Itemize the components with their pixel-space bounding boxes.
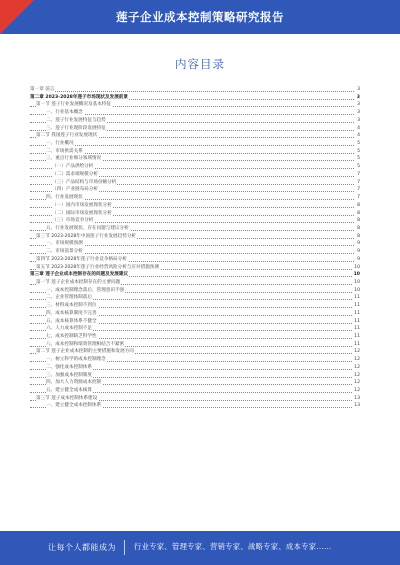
toc-leader-dots: [30, 91, 354, 92]
toc-entry-text: 一、树立科学的成本控制理念: [46, 357, 106, 363]
toc-entry-text: （二）国际市场发展现状分析: [52, 210, 112, 216]
toc-page-number: 10: [354, 264, 360, 270]
toc-entry-text: 一、行业概况: [46, 141, 74, 147]
toc-entry[interactable]: [30, 341, 360, 349]
toc-entry-text: 八、成本控制和绩效管理相结合不紧密: [46, 341, 125, 347]
toc-entry[interactable]: [30, 402, 360, 410]
toc-entry-text: 五、行业发展现状、存在问题与建议分析: [46, 225, 129, 231]
toc-page-number: 7: [357, 171, 360, 177]
toc-entry[interactable]: [30, 348, 360, 356]
toc-entry[interactable]: [30, 210, 360, 218]
toc-entry-text: 三、重点行业细分领域情况: [46, 156, 102, 162]
toc-entry-text: 四、成本核算制度不完善: [46, 310, 97, 316]
toc-page-number: 5: [357, 148, 360, 154]
toc-page-number: 3: [357, 102, 360, 108]
toc-page-number: 10: [354, 287, 360, 293]
toc-page-number: 10: [353, 272, 360, 278]
toc-page-number: 4: [357, 125, 360, 131]
toc-entry[interactable]: [30, 125, 360, 133]
toc-entry-text: 第二节 我国莲子行业发展现状: [36, 133, 98, 139]
toc-page-number: 9: [357, 249, 360, 255]
toc-entry-text: 四、加大人力资源成本控制: [46, 380, 102, 386]
toc-entry[interactable]: [30, 171, 360, 179]
toc-entry-text: 第四节 2023-2028年莲子行业竞争格局分析: [36, 256, 127, 262]
toc-entry[interactable]: [30, 179, 360, 187]
toc-entry[interactable]: [30, 264, 360, 272]
toc-page-number: 11: [354, 295, 360, 301]
toc-page-number: 13: [354, 403, 360, 409]
toc-entry-text: 第一章 前言: [30, 87, 55, 92]
toc-page-number: 8: [357, 202, 360, 208]
toc-page-number: 7: [357, 187, 360, 193]
toc-entry[interactable]: [30, 287, 360, 295]
toc-entry[interactable]: [30, 325, 360, 333]
toc-page-number: 12: [354, 357, 360, 363]
toc-page-number: 3: [357, 87, 360, 92]
toc-entry[interactable]: [30, 155, 360, 163]
toc-entry[interactable]: [30, 194, 360, 202]
toc-page-number: 5: [357, 141, 360, 147]
page-footer: [0, 531, 400, 565]
toc-entry-text: 第三节 2023-2028年中国莲子行业发展趋势分析: [36, 233, 137, 239]
toc-entry-text: 一、成本控制理念落后，管理意识不强: [46, 287, 125, 293]
report-title: 莲子企业成本控制策略研究报告: [116, 10, 284, 24]
toc-entry-text: 二、企业管理体制落后: [46, 295, 92, 301]
footer-divider: [124, 540, 125, 555]
toc-entry[interactable]: [30, 310, 360, 318]
toc-entry-text: （三）市场竞争分析: [52, 218, 94, 224]
toc-page-number: 12: [354, 349, 360, 355]
toc-page-number: 11: [354, 318, 360, 324]
toc-entry[interactable]: [30, 240, 360, 248]
toc-page-number: 7: [357, 179, 360, 185]
table-of-contents: [30, 86, 360, 410]
toc-entry[interactable]: [30, 94, 360, 102]
toc-page-number: 5: [357, 156, 360, 162]
toc-entry[interactable]: [30, 271, 360, 279]
toc-entry-text: 第一节 莲子行业发展概况及基本特征: [36, 102, 111, 108]
toc-page-number: 11: [354, 310, 360, 316]
toc-entry[interactable]: [30, 140, 360, 148]
toc-entry[interactable]: [30, 364, 360, 372]
toc-entry-text: 第二节 莲子企业成本控制的主要措施和发展方向: [36, 349, 134, 355]
toc-page-number: 3: [357, 117, 360, 123]
toc-page-number: 11: [354, 303, 360, 309]
toc-page-number: 8: [357, 218, 360, 224]
toc-entry-text: 一、行业基本概念: [46, 110, 83, 116]
toc-page-number: 4: [357, 133, 360, 139]
toc-entry[interactable]: [30, 256, 360, 264]
toc-page-number: 11: [354, 341, 360, 347]
footer-tagline: 行业专家、管理专家、营销专家、战略专家、成本专家……: [134, 542, 332, 551]
toc-page-number: 8: [357, 233, 360, 239]
toc-entry-text: 第三节 莲子成本控制体系建设: [36, 395, 98, 401]
toc-entry[interactable]: [30, 395, 360, 403]
toc-entry[interactable]: [30, 233, 360, 241]
toc-page-number: 5: [357, 164, 360, 170]
toc-entry-text: 第二章 2023-2028年莲子市场现状及发展前景: [30, 94, 128, 100]
toc-entry-text: 三、莲子行业现阶段发展特征: [46, 125, 106, 131]
toc-entry-text: 二、市场前景分析: [46, 249, 83, 255]
toc-page-number: 12: [354, 372, 360, 378]
page-header: [0, 0, 400, 34]
toc-page-number: 11: [354, 326, 360, 332]
toc-entry-text: （一）国内市场发展现状分析: [52, 202, 112, 208]
toc-entry[interactable]: [30, 148, 360, 156]
toc-entry[interactable]: [30, 333, 360, 341]
toc-page-number: 10: [354, 279, 360, 285]
toc-entry[interactable]: [30, 101, 360, 109]
toc-entry-text: 二、莲子行业发展特征与趋势: [46, 117, 106, 123]
toc-entry-text: 一、市场规模预测: [46, 241, 83, 247]
toc-entry[interactable]: [30, 117, 360, 125]
toc-entry[interactable]: [30, 186, 360, 194]
toc-entry[interactable]: [30, 356, 360, 364]
toc-entry[interactable]: [30, 279, 360, 287]
toc-page-number: 12: [354, 388, 360, 394]
toc-entry[interactable]: [30, 302, 360, 310]
toc-page-number: 3: [357, 110, 360, 116]
toc-entry[interactable]: [30, 86, 360, 94]
toc-entry[interactable]: [30, 109, 360, 117]
toc-entry[interactable]: [30, 225, 360, 233]
toc-page-number: 8: [357, 210, 360, 216]
toc-heading: 内容目录: [175, 57, 225, 71]
toc-entry-text: 第一节 莲子企业成本控制存在的主要问题: [36, 279, 121, 285]
toc-page-number: 13: [354, 395, 360, 401]
toc-page-number: 11: [354, 334, 360, 339]
toc-entry-text: 五、建立健全成本核算: [46, 388, 92, 394]
toc-entry[interactable]: [30, 163, 360, 171]
toc-entry-text: 三、材料成本控制不到位: [46, 303, 97, 309]
toc-entry-text: （三）产品结构与市场份额分析: [52, 179, 117, 185]
toc-entry[interactable]: [30, 387, 360, 395]
toc-entry-text: 七、成本控制缺乏科学性: [46, 334, 97, 339]
toc-entry-text: 二、市场供需关系: [46, 148, 83, 154]
toc-page-number: 7: [357, 195, 360, 201]
toc-entry-text: （一）产品供给分析: [52, 164, 94, 170]
toc-entry-text: 三、加强成本控制制度: [46, 372, 92, 378]
toc-page-number: 3: [356, 94, 360, 100]
toc-entry[interactable]: [30, 202, 360, 210]
toc-entry-text: （二）需求端规模分析: [52, 171, 98, 177]
toc-entry[interactable]: [30, 372, 360, 380]
toc-page-number: 9: [357, 241, 360, 247]
toc-entry[interactable]: [30, 379, 360, 387]
toc-entry-text: 六、人力成本控制不足: [46, 326, 92, 332]
toc-page-number: 8: [357, 225, 360, 231]
toc-entry-text: 二、强化成本控制体系: [46, 364, 92, 370]
toc-entry[interactable]: [30, 248, 360, 256]
toc-entry-text: 第三章 莲子企业成本控制存在的问题及发展建议: [30, 272, 129, 278]
toc-leader-dots: [30, 145, 354, 146]
toc-page-number: 12: [354, 380, 360, 386]
toc-entry-text: 一、建立健全成本控制体系: [46, 403, 102, 409]
toc-entry[interactable]: [30, 217, 360, 225]
toc-entry-text: 第五节 2023-2028年莲子行业经营风险分析与应对措施预测: [36, 264, 159, 270]
footer-slogan: 让每个人都能成为: [48, 543, 116, 552]
toc-entry-text: （四）产业链布局分析: [52, 187, 98, 193]
toc-entry[interactable]: [30, 318, 360, 326]
toc-entry-text: 五、成本核算体系不健全: [46, 318, 97, 324]
toc-entry[interactable]: [30, 132, 360, 140]
toc-page-number: 9: [357, 256, 360, 262]
toc-entry[interactable]: [30, 294, 360, 302]
toc-page-number: 12: [354, 364, 360, 370]
toc-entry-text: 四、行业发展现状: [46, 195, 83, 201]
